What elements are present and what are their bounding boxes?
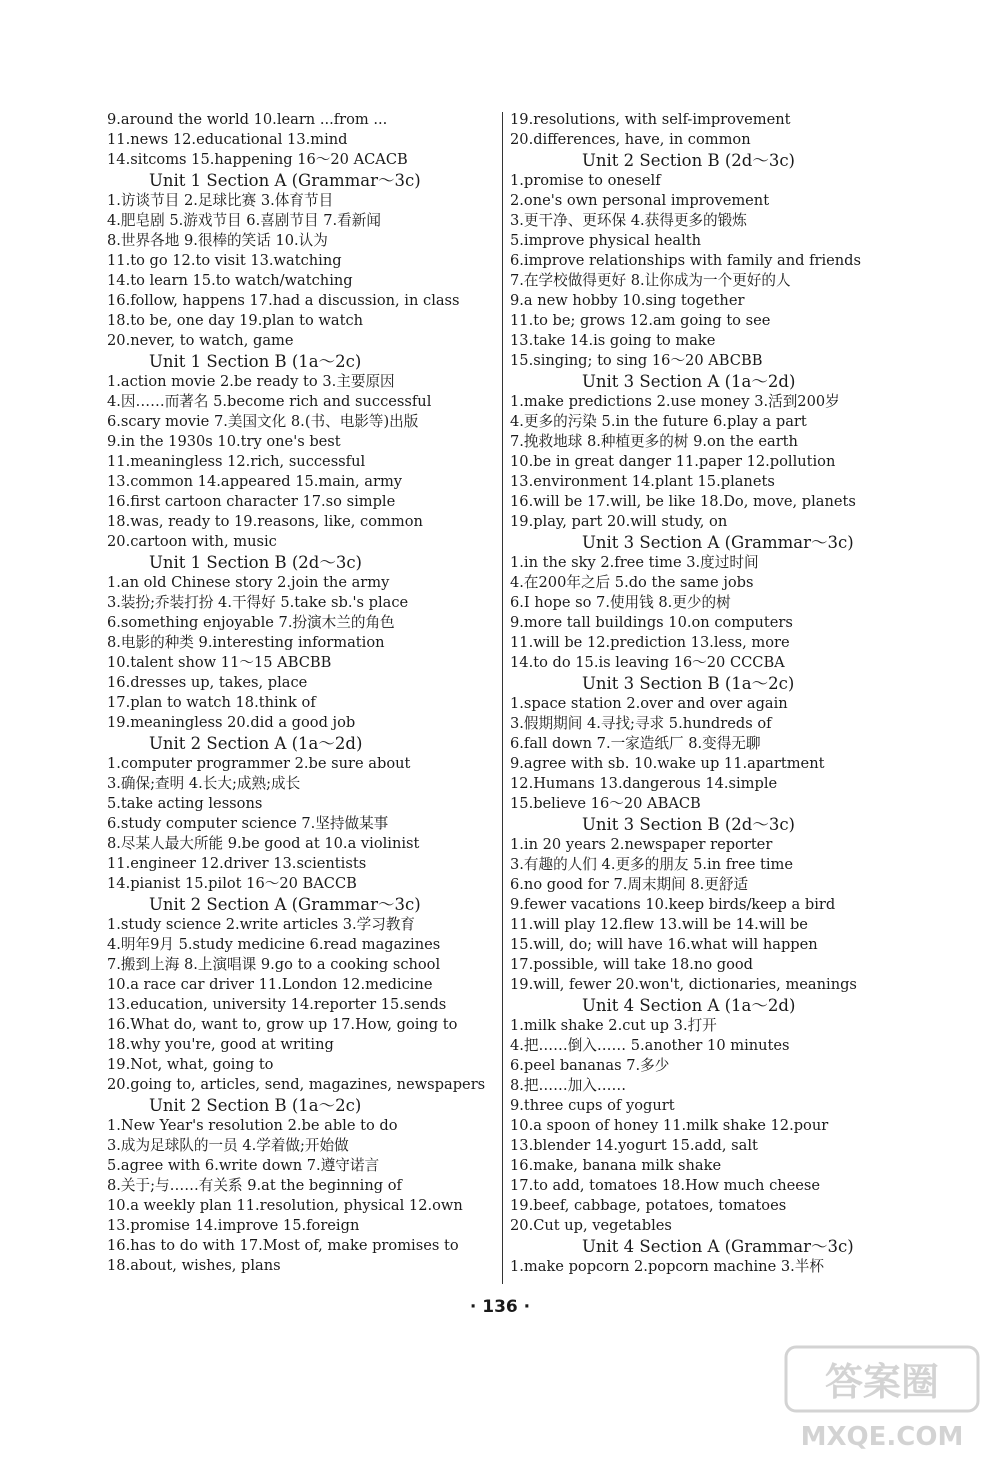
answer-line: 10.talent show 11～15 ABCBB	[107, 654, 332, 671]
answer-line: 6.something enjoyable 7.扮演木兰的角色	[107, 614, 395, 631]
answer-line: 16.dresses up, takes, place	[107, 674, 308, 691]
answer-line: 19.meaningless 20.did a good job	[107, 714, 356, 731]
answer-line: 6.peel bananas 7.多少	[510, 1057, 670, 1074]
answer-line: 13.promise 14.improve 15.foreign	[107, 1217, 360, 1234]
answer-line: 1.milk shake 2.cut up 3.打开	[510, 1017, 717, 1034]
answer-line: 3.成为足球队的一员 4.学着做;开始做	[107, 1137, 349, 1154]
answer-line: 20.Cut up, vegetables	[510, 1217, 672, 1234]
answer-line: 9.around the world 10.learn ...from ...	[107, 111, 388, 128]
answer-line: 6.fall down 7.一家造纸厂 8.变得无聊	[510, 735, 761, 752]
answer-line: 1.computer programmer 2.be sure about	[107, 755, 411, 772]
answer-line: 5.take acting lessons	[107, 795, 263, 812]
answer-line: 10.be in great danger 11.paper 12.pollution	[510, 453, 836, 470]
section-heading: Unit 3 Section B (1a～2c)	[582, 674, 795, 693]
answer-line: 14.sitcoms 15.happening 16～20 ACACB	[107, 151, 408, 168]
answer-line: 1.promise to oneself	[510, 172, 661, 189]
answer-line: 9.fewer vacations 10.keep birds/keep a bird	[510, 896, 836, 913]
answer-line: 6.I hope so 7.使用钱 8.更少的树	[510, 594, 731, 611]
answer-line: 13.blender 14.yogurt 15.add, salt	[510, 1137, 758, 1154]
answer-line: 4.因……而著名 5.become rich and successful	[107, 393, 432, 410]
section-heading: Unit 2 Section B (2d～3c)	[582, 151, 795, 170]
answer-line: 16.follow, happens 17.had a discussion, in class	[107, 292, 460, 309]
section-heading: Unit 2 Section A (Grammar～3c)	[149, 895, 421, 914]
answer-line: 2.one's own personal improvement	[510, 192, 770, 209]
answer-line: 4.把……倒入…… 5.another 10 minutes	[510, 1037, 790, 1054]
answer-line: 13.take 14.is going to make	[510, 332, 716, 349]
answer-line: 16.will be 17.will, be like 18.Do, move, planets	[510, 493, 856, 510]
answer-line: 19.will, fewer 20.won't, dictionaries, meanings	[510, 976, 857, 993]
answer-line: 15.singing; to sing 16～20 ABCBB	[510, 352, 763, 369]
answer-line: 12.Humans 13.dangerous 14.simple	[510, 775, 778, 792]
answer-line: 16.make, banana milk shake	[510, 1157, 722, 1174]
answer-line: 1.an old Chinese story 2.join the army	[107, 574, 390, 591]
answer-line: 7.在学校做得更好 8.让你成为一个更好的人	[510, 272, 791, 289]
answer-line: 7.挽救地球 8.种植更多的树 9.on the earth	[510, 433, 798, 450]
answer-line: 20.differences, have, in common	[510, 131, 751, 148]
answer-line: 18.was, ready to 19.reasons, like, common	[107, 513, 423, 530]
section-heading: Unit 2 Section B (1a～2c)	[149, 1096, 362, 1115]
answer-line: 11.to go 12.to visit 13.watching	[107, 252, 342, 269]
answer-line: 1.New Year's resolution 2.be able to do	[107, 1117, 398, 1134]
answer-line: 15.believe 16～20 ABACB	[510, 795, 701, 812]
answer-line: 1.study science 2.write articles 3.学习教育	[107, 916, 416, 933]
page-number: · 136 ·	[469, 1297, 531, 1317]
answer-line: 1.访谈节目 2.足球比赛 3.体育节目	[107, 192, 334, 209]
answer-line: 11.to be; grows 12.am going to see	[510, 312, 771, 329]
answer-line: 13.environment 14.plant 15.planets	[510, 473, 775, 490]
answer-line: 3.有趣的人们 4.更多的朋友 5.in free time	[510, 856, 793, 873]
answer-line: 17.plan to watch 18.think of	[107, 694, 316, 711]
answer-line: 3.确保;查明 4.长大;成熟;成长	[107, 775, 301, 792]
answer-line: 16.has to do with 17.Most of, make promises to	[107, 1237, 459, 1254]
section-heading: Unit 3 Section A (1a～2d)	[582, 372, 796, 391]
watermark-logo-text: 答案圈	[824, 1360, 940, 1404]
answer-line: 20.cartoon with, music	[107, 533, 277, 550]
section-heading: Unit 2 Section A (1a～2d)	[149, 734, 363, 753]
answer-line: 1.in 20 years 2.newspaper reporter	[510, 836, 773, 853]
answer-line: 3.更干净、更环保 4.获得更多的锻炼	[510, 212, 747, 229]
answer-line: 20.never, to watch, game	[107, 332, 294, 349]
answer-line: 9.in the 1930s 10.try one's best	[107, 433, 341, 450]
column-divider	[502, 112, 503, 1284]
answer-line: 13.common 14.appeared 15.main, army	[107, 473, 403, 490]
answer-line: 11.will play 12.flew 13.will be 14.will be	[510, 916, 808, 933]
watermark-site-text: MXQE.COM	[800, 1422, 964, 1452]
answer-line: 16.first cartoon character 17.so simple	[107, 493, 396, 510]
answer-line: 4.在200年之后 5.do the same jobs	[510, 574, 754, 591]
answer-line: 10.a race car driver 11.London 12.medicine	[107, 976, 433, 993]
answer-line: 9.a new hobby 10.sing together	[510, 292, 745, 309]
answer-line: 19.play, part 20.will study, on	[510, 513, 728, 530]
answer-line: 9.agree with sb. 10.wake up 11.apartment	[510, 755, 825, 772]
answer-line: 11.meaningless 12.rich, successful	[107, 453, 366, 470]
answer-line: 1.in the sky 2.free time 3.度过时间	[510, 554, 759, 571]
answer-line: 19.Not, what, going to	[107, 1056, 274, 1073]
section-heading: Unit 4 Section A (Grammar～3c)	[582, 1237, 854, 1256]
answer-line: 14.to do 15.is leaving 16～20 CCCBA	[510, 654, 785, 671]
answer-line: 8.把……加入……	[510, 1077, 627, 1094]
answer-line: 8.电影的种类 9.interesting information	[107, 634, 385, 651]
answer-line: 5.agree with 6.write down 7.遵守诺言	[107, 1157, 380, 1174]
answer-line: 1.space station 2.over and over again	[510, 695, 788, 712]
watermark-logo	[782, 1339, 982, 1459]
section-heading: Unit 1 Section A (Grammar～3c)	[149, 171, 421, 190]
answer-line: 9.three cups of yogurt	[510, 1097, 675, 1114]
answer-line: 11.engineer 12.driver 13.scientists	[107, 855, 367, 872]
section-heading: Unit 3 Section B (2d～3c)	[582, 815, 795, 834]
answer-line: 3.装扮;乔装打扮 4.干得好 5.take sb.'s place	[107, 594, 409, 611]
answer-line: 15.will, do; will have 16.what will happen	[510, 936, 818, 953]
answer-line: 1.make popcorn 2.popcorn machine 3.半杯	[510, 1258, 824, 1275]
answer-line: 11.news 12.educational 13.mind	[107, 131, 348, 148]
section-heading: Unit 4 Section A (1a～2d)	[582, 996, 796, 1015]
answer-line: 14.pianist 15.pilot 16～20 BACCB	[107, 875, 357, 892]
answer-line: 6.scary movie 7.美国文化 8.(书、电影等)出版	[107, 413, 419, 430]
answer-line: 1.action movie 2.be ready to 3.主要原因	[107, 373, 395, 390]
answer-line: 10.a spoon of honey 11.milk shake 12.pour	[510, 1117, 829, 1134]
section-heading: Unit 1 Section B (2d～3c)	[149, 553, 362, 572]
watermark	[782, 1339, 982, 1459]
answer-line: 18.about, wishes, plans	[107, 1257, 281, 1274]
answer-line: 8.关于;与……有关系 9.at the beginning of	[107, 1177, 402, 1194]
answer-line: 1.make predictions 2.use money 3.活到200岁	[510, 393, 840, 410]
answer-line: 9.more tall buildings 10.on computers	[510, 614, 793, 631]
answer-line: 4.更多的污染 5.in the future 6.play a part	[510, 413, 807, 430]
left-column	[107, 110, 499, 1276]
section-heading: Unit 1 Section B (1a～2c)	[149, 352, 362, 371]
answer-line: 4.肥皂剧 5.游戏节目 6.喜剧节目 7.看新闻	[107, 212, 381, 229]
answer-line: 4.明年9月 5.study medicine 6.read magazines	[107, 936, 441, 953]
answer-line: 10.a weekly plan 11.resolution, physical 12.own	[107, 1197, 463, 1214]
answer-line: 13.education, university 14.reporter 15.sends	[107, 996, 447, 1013]
answer-line: 7.搬到上海 8.上演唱课 9.go to a cooking school	[107, 956, 441, 973]
right-column	[510, 110, 892, 1277]
answer-line: 14.to learn 15.to watch/watching	[107, 272, 353, 289]
answer-line: 20.going to, articles, send, magazines, newspapers	[107, 1076, 486, 1093]
answer-line: 11.will be 12.prediction 13.less, more	[510, 634, 790, 651]
answer-line: 17.possible, will take 18.no good	[510, 956, 754, 973]
answer-line: 5.improve physical health	[510, 232, 702, 249]
answer-line: 19.beef, cabbage, potatoes, tomatoes	[510, 1197, 787, 1214]
answer-line: 17.to add, tomatoes 18.How much cheese	[510, 1177, 821, 1194]
answer-line: 16.What do, want to, grow up 17.How, going to	[107, 1016, 458, 1033]
answer-line: 18.why you're, good at writing	[107, 1036, 334, 1053]
answer-line: 19.resolutions, with self-improvement	[510, 111, 791, 128]
answer-line: 8.尽某人最大所能 9.be good at 10.a violinist	[107, 835, 420, 852]
answer-line: 6.improve relationships with family and friends	[510, 252, 861, 269]
answer-line: 6.study computer science 7.坚持做某事	[107, 815, 389, 832]
answer-line: 6.no good for 7.周末期间 8.更舒适	[510, 876, 749, 893]
answer-line: 3.假期期间 4.寻找;寻求 5.hundreds of	[510, 715, 772, 732]
answer-line: 18.to be, one day 19.plan to watch	[107, 312, 364, 329]
section-heading: Unit 3 Section A (Grammar～3c)	[582, 533, 854, 552]
answer-line: 8.世界各地 9.很棒的笑话 10.认为	[107, 232, 328, 249]
